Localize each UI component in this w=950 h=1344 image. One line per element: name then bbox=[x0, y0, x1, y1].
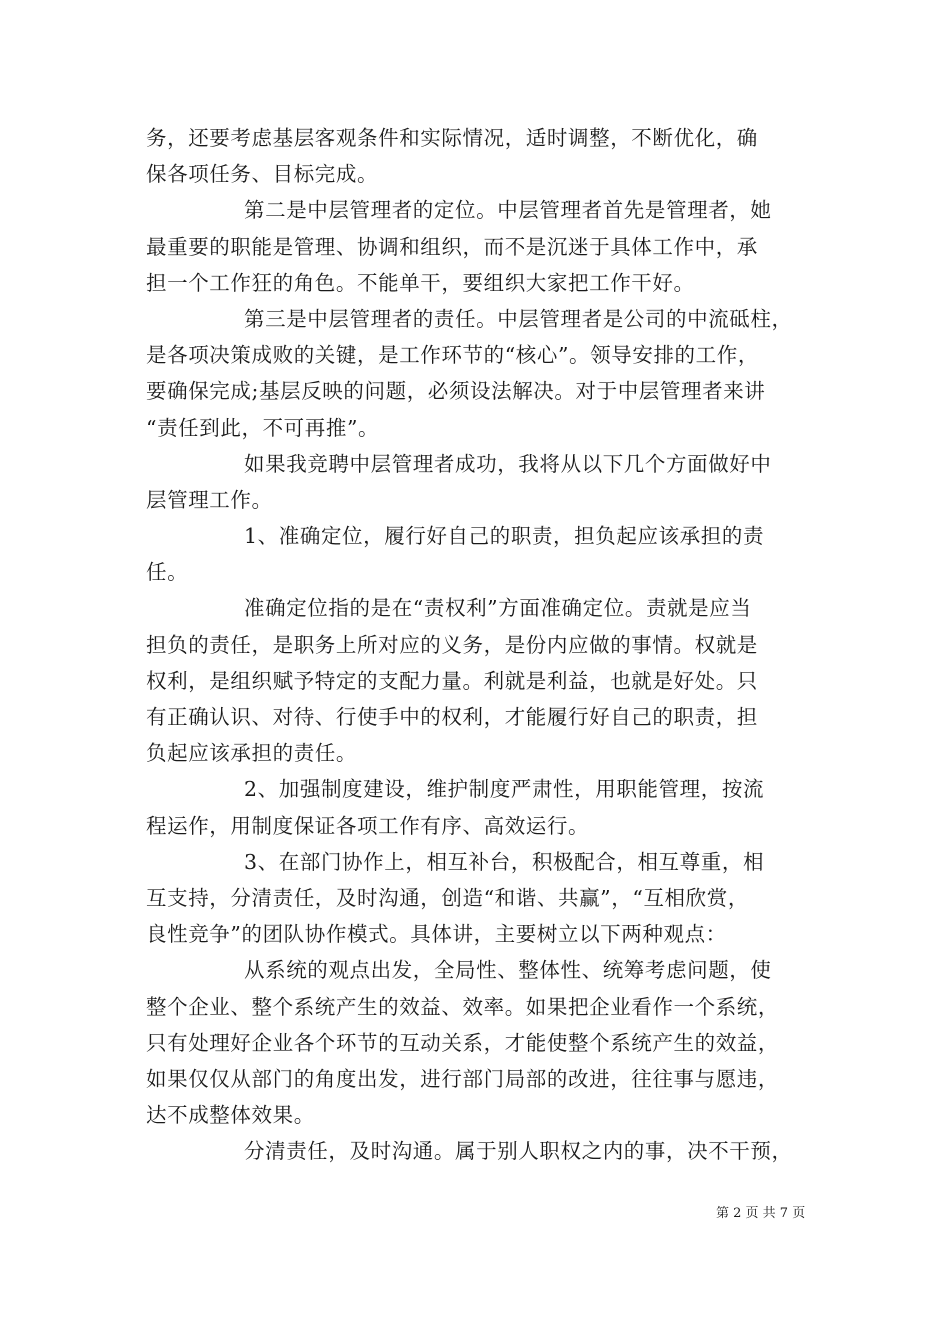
text-line: 良性竞争”的团队协作模式。具体讲，主要树立以下两种观点： bbox=[146, 922, 727, 947]
text-line: 达不成整体效果。 bbox=[146, 1103, 315, 1128]
paragraph-start-line: 1、准确定位，履行好自己的职责，担负起应该承担的责 bbox=[244, 524, 765, 549]
text-line: 是各项决策成败的关键，是工作环节的“核心”。领导安排的工作， bbox=[146, 343, 759, 368]
text-line: 权利，是组织赋予特定的支配力量。利就是利益，也就是好处。只 bbox=[146, 668, 758, 693]
text-line: 担负的责任，是职务上所对应的义务，是份内应做的事情。权就是 bbox=[146, 632, 758, 657]
paragraph-start-line: 如果我竞聘中层管理者成功，我将从以下几个方面做好中 bbox=[244, 451, 772, 476]
text-line: 层管理工作。 bbox=[146, 487, 273, 512]
text-line: 要确保完成;基层反映的问题，必须设法解决。对于中层管理者来讲 bbox=[146, 379, 766, 404]
text-line: 如果仅仅从部门的角度出发，进行部门局部的改进，往往事与愿违， bbox=[146, 1066, 779, 1091]
text-line: 有正确认识、对待、行使手中的权利，才能履行好自己的职责，担 bbox=[146, 705, 758, 729]
text-line: 程运作，用制度保证各项工作有序、高效运行。 bbox=[146, 813, 590, 838]
paragraph-start-line: 分清责任，及时沟通。属于别人职权之内的事，决不干预， bbox=[244, 1139, 793, 1164]
text-line: 互支持，分清责任，及时沟通，创造“和谐、共赢”，“互相欣赏， bbox=[146, 885, 749, 910]
text-line: 保各项任务、目标完成。 bbox=[146, 162, 379, 187]
text-line: 务，还要考虑基层客观条件和实际情况，适时调整，不断优化，确 bbox=[146, 126, 758, 150]
paragraph-start-line: 2、加强制度建设，维护制度严肃性，用职能管理，按流 bbox=[244, 777, 765, 802]
text-line: 担一个工作狂的角色。不能单干，要组织大家把工作干好。 bbox=[146, 270, 695, 295]
text-line: 只有处理好企业各个环节的互动关系，才能使整个系统产生的效益， bbox=[146, 1030, 779, 1055]
text-line: 最重要的职能是管理、协调和组织，而不是沉迷于具体工作中，承 bbox=[146, 234, 758, 259]
body-text bbox=[146, 120, 810, 1169]
paragraph-start-line: 3、在部门协作上，相互补台，积极配合，相互尊重，相 bbox=[244, 849, 765, 874]
paragraph-start-line: 第三是中层管理者的责任。中层管理者是公司的中流砥柱， bbox=[244, 306, 793, 331]
paragraph-start-line: 第二是中层管理者的定位。中层管理者首先是管理者，她 bbox=[244, 198, 772, 223]
text-line: “责任到此，不可再推”。 bbox=[146, 415, 380, 440]
text-line: 任。 bbox=[146, 560, 189, 585]
text-line: 整个企业、整个系统产生的效益、效率。如果把企业看作一个系统， bbox=[146, 994, 779, 1019]
page-number-footer: 第 2 页 共 7 页 bbox=[716, 1206, 806, 1221]
text-line: 负起应该承担的责任。 bbox=[146, 741, 357, 766]
paragraph-start-line: 从系统的观点出发，全局性、整体性、统筹考虑问题，使 bbox=[244, 958, 772, 983]
paragraph-start-line: 准确定位指的是在“责权利”方面准确定位。责就是应当 bbox=[244, 596, 752, 621]
